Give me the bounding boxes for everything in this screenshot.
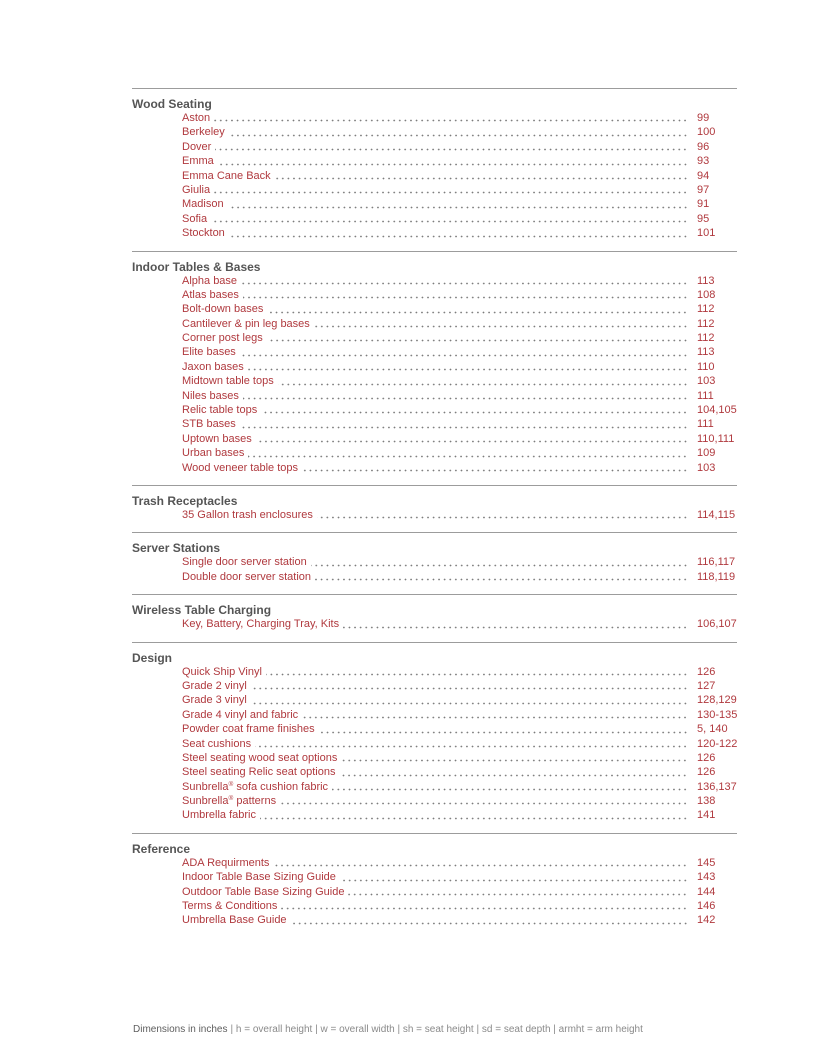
dot-leader [214, 183, 688, 197]
entry-page-number: 118,119 [697, 570, 736, 583]
entry-label: Alpha base [182, 274, 238, 287]
index-entry [132, 432, 735, 446]
dot-leader [240, 345, 688, 359]
dot-leader [291, 913, 688, 927]
index-entry [132, 317, 715, 331]
entry-page-number: 144 [697, 885, 716, 898]
dot-leader [340, 870, 688, 884]
entry-page-number: 128,129 [697, 694, 737, 707]
entry-label: Berkeley [182, 126, 225, 139]
dot-leader [317, 508, 688, 522]
entry-page-number: 111 [697, 418, 714, 431]
entry-label: Umbrella fabric [182, 809, 256, 822]
entry-label: Atlas bases [182, 288, 239, 301]
index-section [132, 642, 737, 833]
entry-label: Aston [182, 112, 211, 124]
registered-mark: ® [228, 795, 234, 803]
dot-leader [319, 722, 688, 736]
entry-page-number: 110,111 [697, 432, 735, 445]
entry-page-number: 112 [697, 317, 715, 330]
entry-label: 35 Gallon trash enclosures [182, 508, 313, 521]
dot-leader [260, 808, 688, 822]
entry-label: Seat cushions [182, 737, 252, 750]
section-heading: Server Stations [132, 541, 221, 556]
index-entry [132, 389, 714, 403]
entry-page-number: 138 [697, 795, 716, 808]
entry-label: Indoor Table Base Sizing Guide [182, 871, 336, 884]
index-entry [132, 183, 710, 197]
dot-leader [261, 403, 688, 417]
index-entry [132, 197, 710, 211]
dot-leader [228, 197, 688, 211]
dot-leader [302, 461, 688, 475]
entry-label: Steel seating Relic seat options [182, 766, 336, 779]
entry-label: Quick Ship Vinyl [182, 665, 262, 678]
dot-leader [229, 226, 688, 240]
entry-label: ADA Requirments [182, 856, 270, 869]
entry-page-number: 127 [697, 679, 716, 692]
entry-label: Umbrella Base Guide [182, 914, 287, 927]
entry-page-number: 96 [697, 140, 710, 153]
index-entry [132, 331, 715, 345]
dot-leader [339, 765, 688, 779]
entry-page-number: 130-135 [697, 708, 738, 721]
entry-label: Key, Battery, Charging Tray, Kits [182, 618, 340, 631]
index-entry [132, 140, 710, 154]
section-heading: Trash Receptacles [132, 493, 238, 508]
index-entry [132, 737, 738, 751]
dot-leader [273, 856, 688, 870]
index-entry [132, 302, 715, 316]
entry-label: Relic table tops [182, 404, 258, 417]
dot-leader [241, 274, 688, 288]
section-heading: Wood Seating [132, 97, 212, 111]
entry-page-number: 112 [697, 332, 715, 345]
index-entry [132, 617, 737, 631]
entry-label: Single door server station [182, 556, 307, 569]
index-entry [132, 708, 738, 722]
index-entry [132, 722, 728, 736]
dot-leader [255, 737, 688, 751]
dot-leader [243, 288, 688, 302]
index-entry [132, 508, 736, 522]
index-entry [132, 679, 716, 693]
index-section [132, 485, 737, 532]
dot-leader [311, 555, 688, 569]
dot-leader [251, 679, 688, 693]
index-entry [132, 899, 716, 913]
footer-legend: | h = overall height | w = overall width | sh = seat height | sd = seat depth | armht = arm height [230, 1024, 643, 1035]
section-heading: Wireless Table Charging [132, 603, 272, 618]
index-entry [132, 808, 716, 822]
entry-label: Madison [182, 198, 224, 211]
index-entry [132, 570, 736, 584]
index-entry [132, 111, 710, 125]
entry-page-number: 112 [697, 303, 715, 316]
entry-page-number: 126 [697, 751, 716, 764]
dot-leader [332, 780, 688, 794]
index-entry [132, 794, 716, 808]
index-entry [132, 360, 715, 374]
index-section [132, 594, 737, 641]
entry-label: Powder coat frame finishes [182, 723, 315, 736]
index-section [132, 88, 737, 251]
entry-page-number: 143 [697, 871, 716, 884]
entry-label: Stockton [182, 227, 225, 240]
table-of-contents [132, 88, 737, 938]
entry-page-number: 145 [697, 856, 716, 869]
dimensions-footer [133, 1024, 643, 1036]
entry-label: Giulia [182, 183, 211, 196]
entry-page-number: 141 [697, 809, 716, 822]
entry-page-number: 99 [697, 112, 710, 124]
index-entry [132, 345, 715, 359]
section-heading: Design [132, 650, 173, 665]
dot-leader [343, 617, 688, 631]
entry-label: Emma Cane Back [182, 169, 271, 182]
entry-page-number: 116,117 [697, 556, 736, 569]
entry-label: Urban bases [182, 447, 245, 460]
entry-label: Sunbrella® patterns [182, 795, 277, 808]
entry-label: Midtown table tops [182, 375, 274, 388]
entry-page-number: 103 [697, 461, 716, 474]
dot-leader [251, 693, 688, 707]
entry-page-number: 101 [697, 227, 716, 240]
dot-leader [267, 331, 688, 345]
dot-leader [315, 570, 688, 584]
section-heading: Indoor Tables & Bases [132, 259, 261, 274]
index-entry [132, 125, 716, 139]
dot-leader [275, 169, 688, 183]
dot-leader [243, 389, 688, 403]
index-entry [132, 555, 736, 569]
dot-leader [248, 446, 688, 460]
index-entry [132, 169, 710, 183]
entry-page-number: 146 [697, 900, 716, 913]
entry-page-number: 110 [697, 360, 715, 373]
entry-label: Wood veneer table tops [182, 461, 298, 474]
entry-label: Outdoor Table Base Sizing Guide [182, 885, 345, 898]
entry-label: Jaxon bases [182, 360, 244, 373]
dot-leader [266, 665, 688, 679]
entry-page-number: 113 [697, 274, 715, 287]
dot-leader [218, 154, 688, 168]
dot-leader [302, 708, 688, 722]
entry-page-number: 94 [697, 169, 710, 182]
index-entry [132, 274, 715, 288]
dot-leader [240, 417, 688, 431]
entry-label: Emma [182, 155, 214, 168]
index-entry [132, 693, 737, 707]
entry-page-number: 136,137 [697, 780, 737, 793]
index-entry [132, 446, 716, 460]
dot-leader [256, 432, 688, 446]
entry-page-number: 108 [697, 288, 716, 301]
entry-label: Uptown bases [182, 432, 252, 445]
dot-leader [248, 360, 688, 374]
index-entry [132, 885, 716, 899]
index-entry [132, 870, 716, 884]
entry-page-number: 142 [697, 914, 716, 927]
entry-label: Grade 3 vinyl [182, 694, 247, 707]
index-section [132, 833, 737, 938]
entry-page-number: 120-122 [697, 737, 738, 750]
index-entry [132, 374, 716, 388]
index-entry [132, 913, 716, 927]
entry-label: Bolt-down bases [182, 303, 264, 316]
entry-page-number: 5, 140 [697, 723, 728, 736]
footer-label: Dimensions in inches [133, 1024, 228, 1035]
entry-page-number: 126 [697, 766, 716, 779]
entry-label: Sunbrella® sofa cushion fabric [182, 780, 329, 793]
entry-page-number: 126 [697, 665, 716, 678]
entry-page-number: 111 [697, 389, 714, 402]
entry-page-number: 100 [697, 126, 716, 139]
entry-page-number: 104,105 [697, 404, 737, 417]
index-section [132, 251, 737, 485]
registered-mark: ® [228, 780, 234, 788]
entry-label: Steel seating wood seat options [182, 751, 338, 764]
entry-label: Grade 2 vinyl [182, 679, 247, 692]
entry-page-number: 106,107 [697, 618, 737, 631]
index-entry [132, 403, 737, 417]
index-entry [132, 665, 716, 679]
index-entry [132, 751, 716, 765]
entry-page-number: 91 [697, 198, 710, 211]
entry-label: Corner post legs [182, 332, 263, 345]
entry-page-number: 103 [697, 375, 716, 388]
entry-label: Terms & Conditions [182, 900, 278, 913]
index-entry [132, 856, 716, 870]
entry-label: Dover [182, 140, 212, 153]
entry-label: Double door server station [182, 570, 312, 583]
entry-label: Grade 4 vinyl and fabric [182, 708, 299, 721]
dot-leader [215, 140, 688, 154]
index-entry [132, 461, 716, 475]
dot-leader [280, 794, 688, 808]
index-entry [132, 765, 716, 779]
section-heading: Reference [132, 841, 191, 856]
dot-leader [267, 302, 688, 316]
entry-page-number: 114,115 [697, 508, 736, 521]
entry-page-number: 109 [697, 447, 716, 460]
dot-leader [229, 125, 688, 139]
entry-page-number: 95 [697, 212, 710, 225]
index-entry [132, 288, 716, 302]
entry-label: Sofia [182, 212, 208, 225]
entry-page-number: 93 [697, 155, 710, 168]
index-entry [132, 212, 710, 226]
dot-leader [278, 374, 688, 388]
dot-leader [314, 317, 688, 331]
dot-leader [214, 111, 688, 125]
entry-label: Niles bases [182, 389, 239, 402]
index-entry [132, 417, 714, 431]
index-entry [132, 154, 710, 168]
entry-label: Elite bases [182, 346, 236, 359]
entry-page-number: 97 [697, 183, 710, 196]
index-entry [132, 780, 737, 794]
index-section [132, 532, 737, 594]
entry-label: STB bases [182, 418, 236, 431]
index-entry [132, 226, 716, 240]
dot-leader [341, 751, 688, 765]
entry-page-number: 113 [697, 346, 715, 359]
dot-leader [348, 885, 688, 899]
dot-leader [211, 212, 688, 226]
entry-label: Cantilever & pin leg bases [182, 317, 310, 330]
dot-leader [281, 899, 688, 913]
